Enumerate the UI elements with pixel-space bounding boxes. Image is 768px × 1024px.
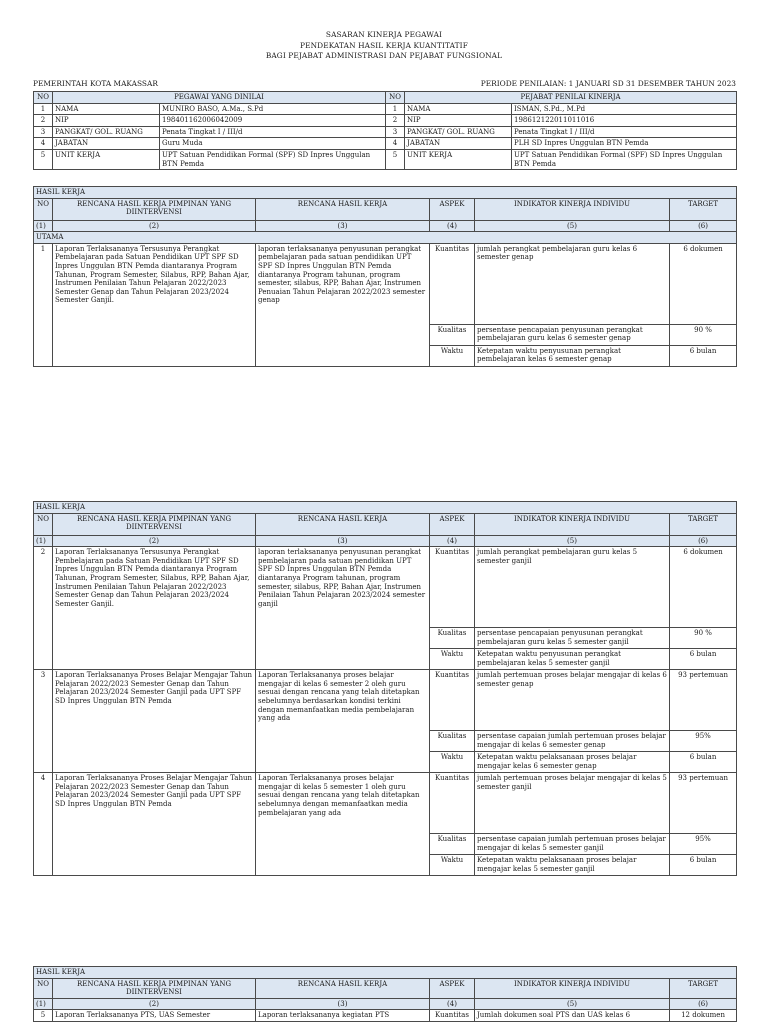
item-target: 6 bulan xyxy=(670,345,737,366)
row-label: JABATAN xyxy=(53,138,160,150)
col-header-indikator: INDIKATOR KINERJA INDIVIDU xyxy=(475,513,670,535)
title-line-2: PENDEKATAN HASIL KERJA KUANTITATIF xyxy=(300,40,468,50)
col-header-target: TARGET xyxy=(670,198,737,220)
item-indikator: Ketepatan waktu penyusunan perangkat pembelajaran kelas 5 semester ganjil xyxy=(475,649,670,670)
item-aspek: Kualitas xyxy=(430,628,475,649)
item-no: 4 xyxy=(34,773,53,876)
col-header-pimpinan: RENCANA HASIL KERJA PIMPINAN YANG DIINTERVENSI xyxy=(53,513,256,535)
col-header-indikator: INDIKATOR KINERJA INDIVIDU xyxy=(475,198,670,220)
col-header-no: NO xyxy=(34,978,53,998)
row-label: JABATAN xyxy=(405,138,512,150)
item-aspek: Waktu xyxy=(430,855,475,876)
item-aspek: Kuantitas xyxy=(430,670,475,731)
row-right-value: 198612122011011016 xyxy=(512,115,737,127)
row-no: 3 xyxy=(386,126,405,138)
item-target: 90 % xyxy=(670,324,737,345)
row-right-value: ISMAN, S.Pd., M.Pd xyxy=(512,103,737,115)
item-indikator: jumlah pertemuan proses belajar mengajar di kelas 5 semester ganjil xyxy=(475,773,670,834)
item-rencana: laporan terlaksananya penyusunan perangkat pembelajaran pada satuan pendidikan UPT SPF SD Inpres Unggulan BTN Pemda diantaranya Program tahunan, program semester, silabus, RPP, Bahan Ajar, Instrumen Penilaian Tahun Pelajaran 2023/2024 semester ganjil xyxy=(256,547,430,670)
row-label: NAMA xyxy=(405,103,512,115)
item-indikator: Ketepatan waktu pelaksanaan proses belajar mengajar kelas 6 semester genap xyxy=(475,752,670,773)
col-number: (1) xyxy=(34,220,53,232)
right-title: PEJABAT PENILAI KINERJA xyxy=(405,92,737,104)
col-header-aspek: ASPEK xyxy=(430,198,475,220)
col-header-rencana: RENCANA HASIL KERJA xyxy=(256,513,430,535)
table-row xyxy=(34,670,737,731)
item-indikator: jumlah pertemuan proses belajar mengajar di kelas 6 semester genap xyxy=(475,670,670,731)
col-header-rencana: RENCANA HASIL KERJA xyxy=(256,198,430,220)
item-aspek: Waktu xyxy=(430,752,475,773)
item-no: 2 xyxy=(34,547,53,670)
row-no: 3 xyxy=(34,126,53,138)
identity-row xyxy=(34,126,737,138)
item-aspek: Kualitas xyxy=(430,731,475,752)
row-label: PANGKAT/ GOL. RUANG xyxy=(53,126,160,138)
col-number: (6) xyxy=(670,220,737,232)
item-target: 6 dokumen xyxy=(670,243,737,324)
item-no: 3 xyxy=(34,670,53,773)
page-title xyxy=(0,30,768,62)
item-target: 6 bulan xyxy=(670,855,737,876)
item-target: 95% xyxy=(670,731,737,752)
item-target: 95% xyxy=(670,834,737,855)
item-aspek: Kuantitas xyxy=(430,547,475,628)
col-header-target: TARGET xyxy=(670,978,737,998)
row-label: NAMA xyxy=(53,103,160,115)
item-target: 90 % xyxy=(670,628,737,649)
item-pimpinan: Laporan Terlaksananya Tersusunya Perangkat Pembelajaran pada Satuan Pendidikan UPT SPF SD Inpres Unggulan BTN Pemda diantaranya Program Tahunan, Program Semester, Silabus, RPP, Bahan Ajar, Instrumen Penilaian Tahun Pelajaran 2022/2023 Semester Genap dan Tahun Pelajaran 2023/2024 Semester Ganjil. xyxy=(53,547,256,670)
col-header-aspek: ASPEK xyxy=(430,978,475,998)
col-number: (5) xyxy=(475,220,670,232)
row-left-value: 198401162006042009 xyxy=(160,115,386,127)
item-target: 6 dokumen xyxy=(670,547,737,628)
row-right-value: Penata Tingkat I / III/d xyxy=(512,126,737,138)
col-number: (2) xyxy=(53,220,256,232)
row-no: 1 xyxy=(34,103,53,115)
item-aspek: Waktu xyxy=(430,345,475,366)
section-label: HASIL KERJA xyxy=(34,967,737,979)
col-number: (2) xyxy=(53,998,256,1010)
item-indikator: persentase pencapaian penyusunan perangkat pembelajaran guru kelas 6 semester genap xyxy=(475,324,670,345)
row-no: 4 xyxy=(386,138,405,150)
item-pimpinan: Laporan Terlaksananya PTS, UAS Semester xyxy=(53,1010,256,1022)
item-aspek: Kuantitas xyxy=(430,1010,475,1022)
id-no-header: NO xyxy=(34,92,53,104)
item-rencana: Laporan Terlaksananya proses belajar mengajar di kelas 6 semester 2 oleh guru sesuai dengan rencana yang telah ditetapkan sebelumnya berdasarkan kondisi terkini dengan memanfaatkan media pembelajaran yang ada xyxy=(256,670,430,773)
item-aspek: Kuantitas xyxy=(430,243,475,324)
identity-row xyxy=(34,115,737,127)
col-header-no: NO xyxy=(34,513,53,535)
item-aspek: Kualitas xyxy=(430,324,475,345)
col-number: (2) xyxy=(53,535,256,547)
row-no: 1 xyxy=(386,103,405,115)
row-no: 2 xyxy=(34,115,53,127)
col-number: (5) xyxy=(475,998,670,1010)
row-no: 4 xyxy=(34,138,53,150)
col-number: (4) xyxy=(430,220,475,232)
item-no: 1 xyxy=(34,243,53,366)
table-row xyxy=(34,547,737,628)
identity-row xyxy=(34,103,737,115)
item-aspek: Waktu xyxy=(430,649,475,670)
item-rencana: Laporan terlaksananya kegiatan PTS xyxy=(256,1010,430,1022)
row-no: 2 xyxy=(386,115,405,127)
left-title: PEGAWAI YANG DINILAI xyxy=(53,92,386,104)
identity-row xyxy=(34,149,737,169)
row-left-value: MUNIRO BASO, A.Ma., S.Pd xyxy=(160,103,386,115)
row-no: 5 xyxy=(34,149,53,169)
item-target: 12 dokumen xyxy=(670,1010,737,1022)
item-indikator: persentase capaian jumlah pertemuan proses belajar mengajar di kelas 5 semester ganjil xyxy=(475,834,670,855)
title-line-3: BAGI PEJABAT ADMINISTRASI DAN PEJABAT FUNGSIONAL xyxy=(265,51,503,60)
col-number: (4) xyxy=(430,998,475,1010)
col-number: (1) xyxy=(34,535,53,547)
col-number: (3) xyxy=(256,998,430,1010)
row-right-value: UPT Satuan Pendidikan Formal (SPF) SD Inpres Unggulan BTN Pemda xyxy=(512,149,737,169)
hasil-kerja-table-2 xyxy=(33,501,737,876)
period-label: PERIODE PENILAIAN: 1 JANUARI SD 31 DESEMBER TAHUN 2023 xyxy=(480,79,736,88)
item-pimpinan: Laporan Terlaksananya Proses Belajar Mengajar Tahun Pelajaran 2022/2023 Semester Genap dan Tahun Pelajaran 2023/2024 Semester Ganjil pada UPT SPF SD Inpres Unggulan BTN Pemda xyxy=(53,670,256,773)
item-indikator: jumlah perangkat pembelajaran guru kelas 6 semester genap xyxy=(475,243,670,324)
item-pimpinan: Laporan Terlaksananya Tersusunya Perangkat Pembelajaran pada Satuan Pendidikan UPT SPF SD Inpres Unggulan BTN Pemda diantaranya Program Tahunan, Program Semester, Silabus, RPP, Bahan Ajar, Instrumen Penilaian Tahun Pelajaran 2022/2023 Semester Genap dan Tahun Pelajaran 2023/2024 Semester Ganjil. xyxy=(53,243,256,366)
item-indikator: persentase pencapaian penyusunan perangkat pembelajaran guru kelas 5 semester ganjil xyxy=(475,628,670,649)
row-label: UNIT KERJA xyxy=(405,149,512,169)
item-indikator: persentase capaian jumlah pertemuan proses belajar mengajar di kelas 6 semester genap xyxy=(475,731,670,752)
col-number: (5) xyxy=(475,535,670,547)
table-row xyxy=(34,773,737,834)
item-target: 6 bulan xyxy=(670,752,737,773)
item-indikator: jumlah perangkat pembelajaran guru kelas 5 semester ganjil xyxy=(475,547,670,628)
col-number: (3) xyxy=(256,220,430,232)
col-number: (6) xyxy=(670,998,737,1010)
col-number: (1) xyxy=(34,998,53,1010)
section-label: HASIL KERJA xyxy=(34,187,737,199)
section-label: HASIL KERJA xyxy=(34,502,737,514)
item-indikator: Jumlah dokumen soal PTS dan UAS kelas 6 xyxy=(475,1010,670,1022)
row-label: PANGKAT/ GOL. RUANG xyxy=(405,126,512,138)
table-row xyxy=(34,243,737,324)
col-header-aspek: ASPEK xyxy=(430,513,475,535)
item-pimpinan: Laporan Terlaksananya Proses Belajar Mengajar Tahun Pelajaran 2022/2023 Semester Genap dan Tahun Pelajaran 2023/2024 Semester Ganjil pada UPT SPF SD Inpres Unggulan BTN Pemda xyxy=(53,773,256,876)
row-left-value: Penata Tingkat I / III/d xyxy=(160,126,386,138)
col-number: (6) xyxy=(670,535,737,547)
table-row xyxy=(34,1010,737,1022)
identity-row xyxy=(34,138,737,150)
organization-label: PEMERINTAH KOTA MAKASSAR xyxy=(33,79,158,88)
item-no: 5 xyxy=(34,1010,53,1022)
col-header-rencana: RENCANA HASIL KERJA xyxy=(256,978,430,998)
utama-label: UTAMA xyxy=(34,232,737,244)
col-number: (4) xyxy=(430,535,475,547)
item-indikator: Ketepatan waktu pelaksanaan proses belajar mengajar kelas 5 semester ganjil xyxy=(475,855,670,876)
col-header-pimpinan: RENCANA HASIL KERJA PIMPINAN YANG DIINTERVENSI xyxy=(53,978,256,998)
row-right-value: PLH SD Inpres Unggulan BTN Pemda xyxy=(512,138,737,150)
row-no: 5 xyxy=(386,149,405,169)
hasil-kerja-table-3 xyxy=(33,966,737,1022)
col-header-pimpinan: RENCANA HASIL KERJA PIMPINAN YANG DIINTERVENSI xyxy=(53,198,256,220)
item-rencana: laporan terlaksananya penyusunan perangkat pembelajaran pada satuan pendidikan UPT SPF SD Inpres Unggulan BTN Pemda diantaranya Program tahunan, program semester, silabus, RPP, Bahan Ajar, Instrumen Penuaian Tahun Pelajaran 2022/2023 semester genap xyxy=(256,243,430,366)
item-rencana: Laporan Terlaksananya proses belajar mengajar di kelas 5 semester 1 oleh guru sesuai dengan rencana yang telah ditetapkan sebelumnya dengan memanfaatkan media pembelajaran yang ada xyxy=(256,773,430,876)
item-target: 93 pertemuan xyxy=(670,773,737,834)
col-header-indikator: INDIKATOR KINERJA INDIVIDU xyxy=(475,978,670,998)
row-label: UNIT KERJA xyxy=(53,149,160,169)
id-no-header: NO xyxy=(386,92,405,104)
hasil-kerja-table-1 xyxy=(33,186,737,367)
title-line-1: SASARAN KINERJA PEGAWAI xyxy=(325,30,443,39)
item-aspek: Kuantitas xyxy=(430,773,475,834)
item-target: 93 pertemuan xyxy=(670,670,737,731)
row-label: NIP xyxy=(405,115,512,127)
row-label: NIP xyxy=(53,115,160,127)
item-target: 6 bulan xyxy=(670,649,737,670)
col-header-no: NO xyxy=(34,198,53,220)
row-left-value: UPT Satuan Pendidikan Formal (SPF) SD Inpres Unggulan BTN Pemda xyxy=(160,149,386,169)
col-header-target: TARGET xyxy=(670,513,737,535)
row-left-value: Guru Muda xyxy=(160,138,386,150)
identity-table xyxy=(33,91,737,170)
item-indikator: Ketepatan waktu penyusunan perangkat pembelajaran kelas 6 semester genap xyxy=(475,345,670,366)
col-number: (3) xyxy=(256,535,430,547)
item-aspek: Kualitas xyxy=(430,834,475,855)
